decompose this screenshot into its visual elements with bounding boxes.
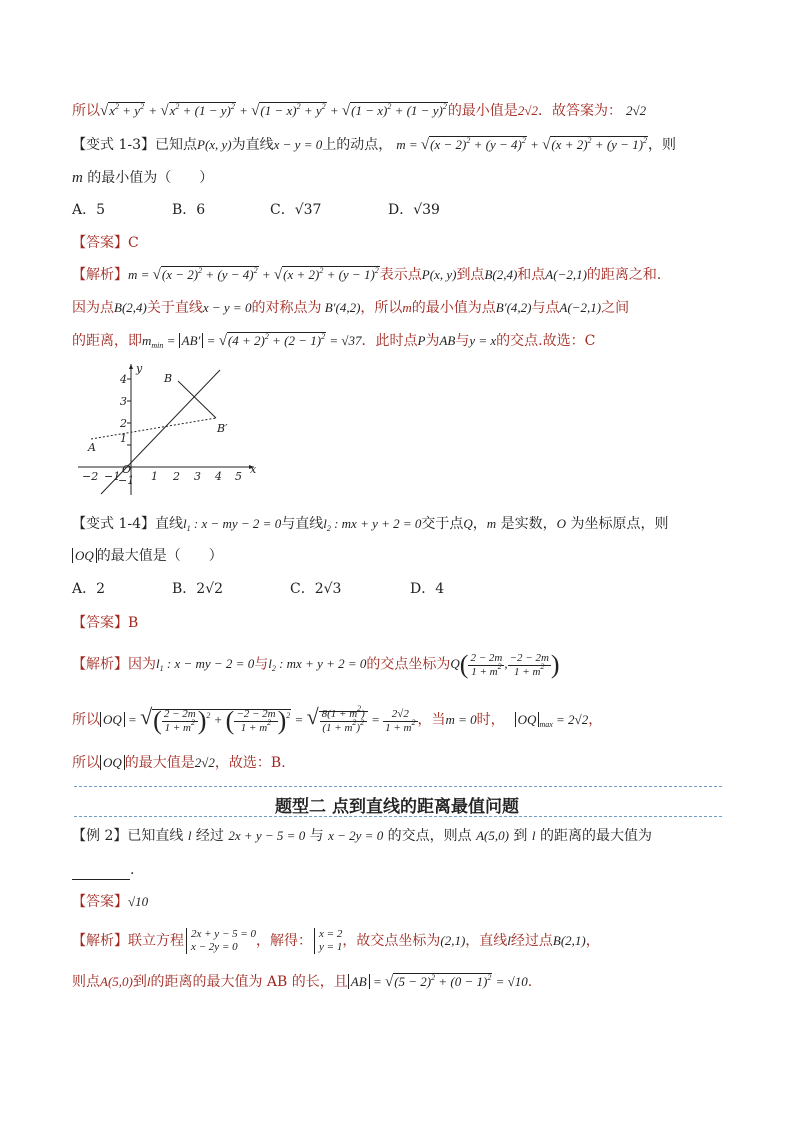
formula: B′(4,2) xyxy=(495,300,532,315)
choice-d: D．√39 xyxy=(388,202,440,218)
text: 的交点.故选： xyxy=(496,333,585,349)
text: 的最小值为点 xyxy=(411,300,496,316)
analysis-tag: 【解析】 xyxy=(72,656,128,673)
formula: $l_1$ : x − my − 2 = 0 xyxy=(156,656,255,674)
formula: 2√2 xyxy=(517,103,538,118)
text: . xyxy=(130,862,135,878)
example-tag: 【例 2】 xyxy=(72,828,128,844)
analysis-line-1 xyxy=(72,265,671,285)
formula: B(2,4) xyxy=(484,267,518,282)
formula-OQ-expression: OQ = √( $\frac{2 - 2m}{1 + m^2}$ )$^2$ + ( $\frac{-2 - 2m}{1 + m^2}$ )$^2$ = √ $\frac{8(1 + m^2)}{(1 + m^2)^2}$ = $\frac{2√2}{1 + m^2}$ xyxy=(100,712,418,727)
formula-sum-of-roots: $√x^2 + y^2 + √x^2 + (1 - y)^2 + √(1 - x)^2 + y^2 + √(1 - x)^2 + (1 - y)^2$ xyxy=(100,102,447,119)
x-axis-label: x xyxy=(250,463,257,476)
formula: y = x xyxy=(469,333,497,348)
text: 和点 xyxy=(517,267,546,283)
text: 所以 xyxy=(72,712,100,728)
text: 的距离，即 xyxy=(72,333,142,349)
var-m: m xyxy=(72,170,83,186)
formula: A(−2,1) xyxy=(545,267,587,282)
text: 到点 xyxy=(456,267,485,283)
analysis-tag: 【解析】 xyxy=(72,933,128,949)
text: 表示点 xyxy=(379,267,422,283)
analysis-line-3 xyxy=(72,331,595,351)
text: 因为点 xyxy=(72,300,114,316)
choice-c: C．√37 xyxy=(270,202,322,218)
formula: OQ xyxy=(100,755,125,770)
formula: l xyxy=(507,933,511,948)
text: 的距离的最大值为 AB 的长，且 xyxy=(150,974,348,990)
x-tick: −1 xyxy=(104,470,121,483)
text: 已知点 xyxy=(155,137,197,153)
variant-1-4-question-cont xyxy=(72,546,223,566)
formula: P(x, y) xyxy=(421,267,457,282)
formula: x − y = 0 xyxy=(202,300,252,315)
coordinate-graph xyxy=(74,360,264,500)
text: ，解得： xyxy=(256,933,313,949)
y-tick: 3 xyxy=(120,395,127,408)
formula: P xyxy=(417,333,426,348)
text: 经过点 xyxy=(510,933,553,949)
formula: AB xyxy=(439,333,456,348)
section-separator-top xyxy=(74,786,722,787)
formula: l xyxy=(531,828,536,843)
answer-tag: 【答案】 xyxy=(72,235,128,251)
x-tick: −2 xyxy=(82,470,99,483)
formula: B(2,4) xyxy=(114,300,147,315)
choice-b: B．6 xyxy=(172,202,206,218)
formula-l2: $l_2$ : mx + y + 2 = 0 xyxy=(323,516,422,533)
analysis-line-2 xyxy=(72,702,602,735)
text: 为直线 xyxy=(231,137,274,153)
analysis-line-1 xyxy=(72,652,560,679)
formula: A(−2,1) xyxy=(559,300,602,315)
final-answer: 2√2 xyxy=(625,103,647,118)
choice-b: B．2√2 xyxy=(172,581,224,597)
text: ，所以 xyxy=(360,300,403,316)
text: 的最小值为（ ） xyxy=(82,170,214,186)
text: 到 xyxy=(132,974,147,990)
text: ，当 xyxy=(417,712,446,728)
text: 的距离之和． xyxy=(586,267,671,283)
text: ， xyxy=(588,712,603,728)
formula: 2x + y − 5 = 0 xyxy=(228,828,306,843)
formula: B′(4,2) xyxy=(321,300,361,315)
section-separator-bottom xyxy=(74,816,722,817)
formula-AB: AB = $√(5 - 2)^2 + (0 - 1)^2 = √10$ xyxy=(348,974,528,989)
text: 与直线 xyxy=(281,516,324,532)
text: 之间 xyxy=(601,300,630,316)
formula: $m = √(x - 2)^2 + (y - 4)^2 + √(x + 2)^2 + (y - 1)^2$ xyxy=(128,266,379,283)
formula: l xyxy=(146,974,151,989)
text: 为坐标原点，则 xyxy=(566,516,669,532)
text: ， xyxy=(585,933,600,949)
text: 的交点，则点 xyxy=(383,828,477,844)
formula: m = 0 xyxy=(445,712,477,727)
section-title: 题型二 点到直线的距离最值问题 xyxy=(275,797,519,817)
x-tick: 5 xyxy=(235,470,242,483)
answer-line xyxy=(72,233,139,253)
text: ．此时点 xyxy=(361,333,418,349)
text: 与 xyxy=(305,828,329,844)
text: . xyxy=(527,974,533,990)
x-tick: 1 xyxy=(151,470,158,483)
formula: (2,1) xyxy=(440,933,466,948)
choice-d: D．4 xyxy=(410,581,445,597)
analysis-line-2 xyxy=(72,972,532,992)
text: 的最小值是 xyxy=(447,103,518,119)
formula: 2√2 xyxy=(194,755,215,770)
text: 已知直线 xyxy=(127,828,188,844)
segment-A-Bprime xyxy=(91,418,216,439)
text: 与 xyxy=(254,656,269,673)
formula: x − y = 0 xyxy=(273,137,323,152)
text: 是实数， xyxy=(496,516,557,532)
answer-tag: 【答案】 xyxy=(72,894,128,910)
text: 上的动点， xyxy=(322,137,393,153)
formula: A(5,0) xyxy=(476,828,509,843)
segment-B-Bprime xyxy=(178,381,216,418)
text: 时， xyxy=(476,712,505,728)
answer-value: C xyxy=(128,235,139,251)
text: 与 xyxy=(455,333,470,349)
text: ，则 xyxy=(648,137,677,153)
formula: x − 2y = 0 xyxy=(328,828,384,843)
text: 到 xyxy=(508,828,532,844)
formula-OQ: OQ xyxy=(72,548,97,563)
text: 为 xyxy=(425,333,440,349)
text: 因为 xyxy=(128,656,156,673)
origin-label: O xyxy=(122,463,132,476)
text: ， xyxy=(472,516,487,532)
point-B-label: B xyxy=(164,372,173,385)
text: 的最大值是 xyxy=(124,755,195,771)
x-tick: 2 xyxy=(173,470,180,483)
answer-line xyxy=(72,892,148,912)
y-tick: 2 xyxy=(120,417,127,430)
x-tick: 3 xyxy=(194,470,201,483)
y-axis-label: y xyxy=(136,362,143,375)
text: ，故交点坐标为 xyxy=(342,933,441,949)
analysis-line-3 xyxy=(72,753,286,773)
formula-l1: $l_1$ : x − my − 2 = 0 xyxy=(183,516,282,533)
text: 所以 xyxy=(72,103,100,119)
text: 的对称点为 xyxy=(251,300,322,316)
analysis-line-1 xyxy=(72,925,600,957)
variant-1-3-question-cont xyxy=(72,168,213,188)
text: 的交点坐标为 xyxy=(366,656,451,673)
analysis-line-2 xyxy=(72,298,629,318)
text: 交于点 xyxy=(421,516,464,532)
text: 则点 xyxy=(72,974,100,990)
answer-value: √10 xyxy=(128,894,149,909)
formula: P(x, y) xyxy=(197,137,232,152)
y-tick: 1 xyxy=(120,432,127,445)
formula: A(5,0) xyxy=(100,974,133,989)
equation-system: 2x + y − 5 = 0 x − 2y = 0 xyxy=(186,928,256,954)
text: 经过 xyxy=(191,828,229,844)
choice-a: A．5 xyxy=(72,202,106,218)
text: 关于直线 xyxy=(146,300,203,316)
example-2-question xyxy=(72,826,652,846)
example-2-blank xyxy=(72,860,134,880)
answer-line xyxy=(72,613,138,633)
answer-tag: 【答案】 xyxy=(72,615,128,631)
text: ，故选：B. xyxy=(214,755,286,771)
formula: $m_{min} = AB' = √(4 + 2)^2 + (2 - 1)^2 = √37$ xyxy=(142,332,362,350)
formula: $l_2$ : mx + y + 2 = 0 xyxy=(268,656,367,674)
y-tick: 4 xyxy=(120,373,127,386)
answer-blank xyxy=(72,865,130,880)
answer-value: B xyxy=(128,615,139,631)
formula: B(2,1) xyxy=(552,933,586,948)
text: 的距离的最大值为 xyxy=(535,828,652,844)
variant-tag: 【变式 1-4】 xyxy=(72,516,155,532)
variant-tag: 【变式 1-3】 xyxy=(72,137,155,153)
text: ，直线 xyxy=(465,933,508,949)
x-tick: 4 xyxy=(215,470,222,483)
formula: m xyxy=(402,300,412,315)
formula: l xyxy=(187,828,192,843)
y-tick: −1 xyxy=(118,474,135,487)
choice-a: A．2 xyxy=(72,581,106,597)
text: ．故答案为： xyxy=(537,103,622,119)
formula-m: $m = √(x - 2)^2 + (y - 4)^2 + √(x + 2)^2 + (y - 1)^2$ xyxy=(396,136,648,153)
formula: Q xyxy=(463,516,473,531)
formula-Q: Q( $\frac{2 - 2m}{1 + m^2}$ , $\frac{-2 - 2m}{1 + m^2}$ ) xyxy=(450,650,560,680)
analysis-tag: 【解析】 xyxy=(72,267,128,283)
variant-1-4-question xyxy=(72,514,668,534)
text: 直线 xyxy=(155,516,183,532)
var-m: m xyxy=(486,516,497,531)
formula: OQ $_{max}$ = 2√2 xyxy=(515,712,589,727)
var-O: O xyxy=(556,516,567,531)
prev-solution-conclusion xyxy=(72,101,646,121)
text: 所以 xyxy=(72,755,100,771)
choice-c: C．2√3 xyxy=(290,581,342,597)
point-Bprime-label: B′ xyxy=(217,422,228,435)
text: 联立方程 xyxy=(128,933,184,949)
solution-system: x = 2 y = 1 xyxy=(314,928,342,954)
text: 与点 xyxy=(531,300,560,316)
text: C xyxy=(584,333,596,349)
variant-1-3-question xyxy=(72,135,676,155)
point-A-label: A xyxy=(88,441,96,454)
text: 的最大值是（ ） xyxy=(96,548,223,564)
